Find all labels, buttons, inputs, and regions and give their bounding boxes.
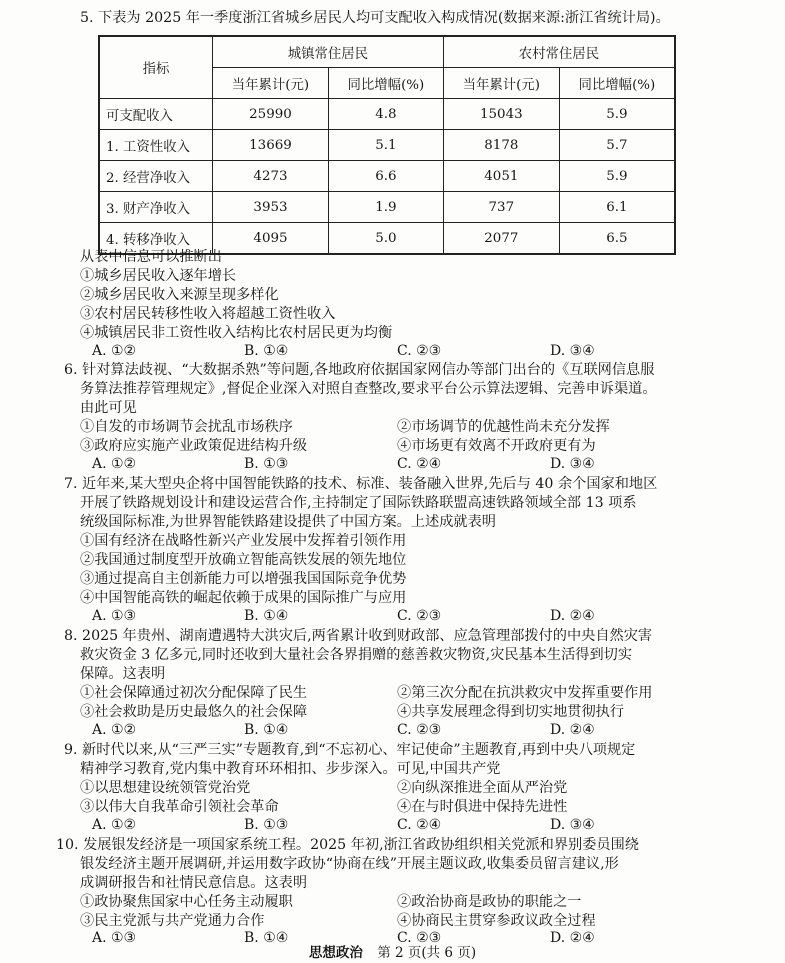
table-cell: 737 <box>443 192 559 223</box>
table-row <box>99 192 675 223</box>
q6-item: ③政府应实施产业政策促进结构升级 <box>80 438 308 454</box>
sub-header: 当年累计(元) <box>443 68 559 99</box>
q8-item: ④共享发展理念得到切实地贯彻执行 <box>397 704 625 720</box>
q7-option-b[interactable]: B. ①④ <box>244 608 289 624</box>
table-cell: 5.7 <box>559 130 675 161</box>
income-table <box>98 35 676 255</box>
q10-item: ①政协聚焦国家中心任务主动履职 <box>80 894 293 910</box>
table-cell: 4051 <box>443 161 559 192</box>
q6-item: ①自发的市场调节会扰乱市场秩序 <box>80 419 293 435</box>
sub-header: 同比增幅(%) <box>328 68 443 99</box>
table-cell: 8178 <box>443 130 559 161</box>
table-cell: 13669 <box>213 130 329 161</box>
q7-item: ②我国通过制度型开放确立智能高铁发展的领先地位 <box>80 552 407 568</box>
table-cell: 6.5 <box>559 223 675 255</box>
q5-option-c[interactable]: C. ②③ <box>397 343 442 359</box>
table-cell: 3953 <box>213 192 329 223</box>
q10-option-d[interactable]: D. ②④ <box>550 930 595 946</box>
q10-option-c[interactable]: C. ②③ <box>397 930 442 946</box>
q10-stem-line: 银发经济主题开展调研,并运用数字政协“协商在线”开展主题议政,收集委员留言建议,形 <box>80 856 619 872</box>
row-label: 可支配收入 <box>99 99 213 130</box>
footer-page-number: 第 2 页(共 6 页) <box>377 945 477 961</box>
q6-stem-line: 由此可见 <box>80 400 137 416</box>
table-cell: 4.8 <box>328 99 443 130</box>
q6-option-c[interactable]: C. ②④ <box>397 456 442 472</box>
table-cell: 2077 <box>443 223 559 255</box>
table-row <box>99 161 675 192</box>
table-cell: 6.6 <box>328 161 443 192</box>
q5-item: ④城镇居民非工资性收入结构比农村居民更为均衡 <box>80 325 393 341</box>
footer-subject: 思想政治 <box>308 945 363 961</box>
q8-option-b[interactable]: B. ①④ <box>244 722 289 738</box>
row-label: 4. 转移净收入 <box>99 223 213 255</box>
q9-item: ①以思想建设统领管党治党 <box>80 780 251 796</box>
q10-item: ④协商民主贯穿参政议政全过程 <box>397 913 596 929</box>
q5-item: ③农村居民转移性收入将超越工资性收入 <box>80 306 336 322</box>
q9-item: ④在与时俱进中保持先进性 <box>397 799 568 815</box>
q10-stem-line: 成调研报告和社情民意信息。这表明 <box>80 875 308 891</box>
q8-stem-line: 保障。这表明 <box>80 666 166 682</box>
table-row <box>99 99 675 130</box>
q9-option-c[interactable]: C. ②④ <box>397 817 442 833</box>
q5-option-d[interactable]: D. ③④ <box>550 343 595 359</box>
rural-group-header: 农村常住居民 <box>443 36 675 68</box>
q10-item: ③民主党派与共产党通力合作 <box>80 913 265 929</box>
q6-option-b[interactable]: B. ①③ <box>244 456 289 472</box>
table-cell: 1.9 <box>328 192 443 223</box>
q7-option-d[interactable]: D. ②④ <box>550 608 595 624</box>
q7-item: ①国有经济在战略性新兴产业发展中发挥着引领作用 <box>80 533 407 549</box>
q8-option-c[interactable]: C. ②③ <box>397 722 442 738</box>
sub-header: 当年累计(元) <box>213 68 329 99</box>
q9-option-a[interactable]: A. ①② <box>92 817 137 833</box>
q8-item: ①社会保障通过初次分配保障了民生 <box>80 685 308 701</box>
q9-item: ③以伟大自我革命引领社会革命 <box>80 799 279 815</box>
q7-item: ④中国智能高铁的崛起依赖于成果的国际推广与应用 <box>80 590 407 606</box>
table-cell: 4095 <box>213 223 329 255</box>
q8-stem-line: 8. 2025 年贵州、湖南遭遇特大洪灾后,两省累计收到财政部、应急管理部拨付的中央自然灾害 <box>64 628 653 644</box>
q9-option-b[interactable]: B. ①③ <box>244 817 289 833</box>
page-footer <box>0 945 785 961</box>
row-label: 1. 工资性收入 <box>99 130 213 161</box>
q6-option-a[interactable]: A. ①② <box>92 456 137 472</box>
q10-option-a[interactable]: A. ①③ <box>92 930 137 946</box>
table-corner-header: 指标 <box>99 36 213 99</box>
q7-option-c[interactable]: C. ②③ <box>397 608 442 624</box>
q7-stem-line: 开展了铁路规划设计和建设运营合作,主持制定了国际铁路联盟高速铁路领域全部 13 项系 <box>80 495 637 511</box>
q5-item: ②城乡居民收入来源呈现多样化 <box>80 287 279 303</box>
row-label: 3. 财产净收入 <box>99 192 213 223</box>
table-cell: 6.1 <box>559 192 675 223</box>
table-cell: 5.9 <box>559 99 675 130</box>
q6-item: ②市场调节的优越性尚未充分发挥 <box>397 419 610 435</box>
q9-stem-line: 9. 新时代以来,从“三严三实”专题教育,到“不忘初心、牢记使命”主题教育,再到中央八项规定 <box>64 742 636 758</box>
table-cell: 5.0 <box>328 223 443 255</box>
q6-stem-line: 6. 针对算法歧视、“大数据杀熟”等问题,各地政府依据国家网信办等部门出台的《互联网信息服 <box>64 362 655 378</box>
sub-header: 同比增幅(%) <box>559 68 675 99</box>
q9-option-d[interactable]: D. ③④ <box>550 817 595 833</box>
table-cell: 4273 <box>213 161 329 192</box>
q10-option-b[interactable]: B. ①④ <box>244 930 289 946</box>
q6-item: ④市场更有效离不开政府更有为 <box>397 438 596 454</box>
q9-item: ②向纵深推进全面从严治党 <box>397 780 568 796</box>
q5-option-a[interactable]: A. ①② <box>92 343 137 359</box>
row-label: 2. 经营净收入 <box>99 161 213 192</box>
q7-stem-line: 统级国际标准,为世界智能铁路建设提供了中国方案。上述成就表明 <box>80 514 496 530</box>
q5-stem: 5. 下表为 2025 年一季度浙江省城乡居民人均可支配收入构成情况(数据来源:浙江省统计局)。 <box>80 10 670 26</box>
table-row <box>99 130 675 161</box>
q6-option-d[interactable]: D. ③④ <box>550 456 595 472</box>
urban-group-header: 城镇常住居民 <box>213 36 444 68</box>
table-cell: 15043 <box>443 99 559 130</box>
q5-lead: 从表中信息可以推断出 <box>80 249 222 265</box>
q8-option-d[interactable]: D. ②④ <box>550 722 595 738</box>
q8-option-a[interactable]: A. ①② <box>92 722 137 738</box>
q6-stem-line: 务算法推荐管理规定》,督促企业深入对照自查整改,要求平台公示算法逻辑、完善申诉渠道。 <box>80 381 657 397</box>
table-cell: 5.9 <box>559 161 675 192</box>
q7-item: ③通过提高自主创新能力可以增强我国国际竞争优势 <box>80 571 407 587</box>
q10-stem-line: 10. 发展银发经济是一项国家系统工程。2025 年初,浙江省政协组织相关党派和界别委员围绕 <box>56 837 639 853</box>
q7-stem-line: 7. 近年来,某大型央企将中国智能铁路的技术、标准、装备融入世界,先后与 40 余个国家和地区 <box>64 476 658 492</box>
q10-item: ②政治协商是政协的职能之一 <box>397 894 582 910</box>
q8-stem-line: 救灾资金 3 亿多元,同时还收到大量社会各界捐赠的慈善救灾物资,灾民基本生活得到切实 <box>80 647 633 663</box>
q5-option-b[interactable]: B. ①④ <box>244 343 289 359</box>
q5-item: ①城乡居民收入逐年增长 <box>80 268 237 284</box>
q8-item: ②第三次分配在抗洪救灾中发挥重要作用 <box>397 685 653 701</box>
q8-item: ③社会救助是历史最悠久的社会保障 <box>80 704 308 720</box>
table-cell: 5.1 <box>328 130 443 161</box>
table-cell: 25990 <box>213 99 329 130</box>
q7-option-a[interactable]: A. ①③ <box>92 608 137 624</box>
q9-stem-line: 精神学习教育,党内集中教育环环相扣、步步深入。可见,中国共产党 <box>80 761 501 777</box>
